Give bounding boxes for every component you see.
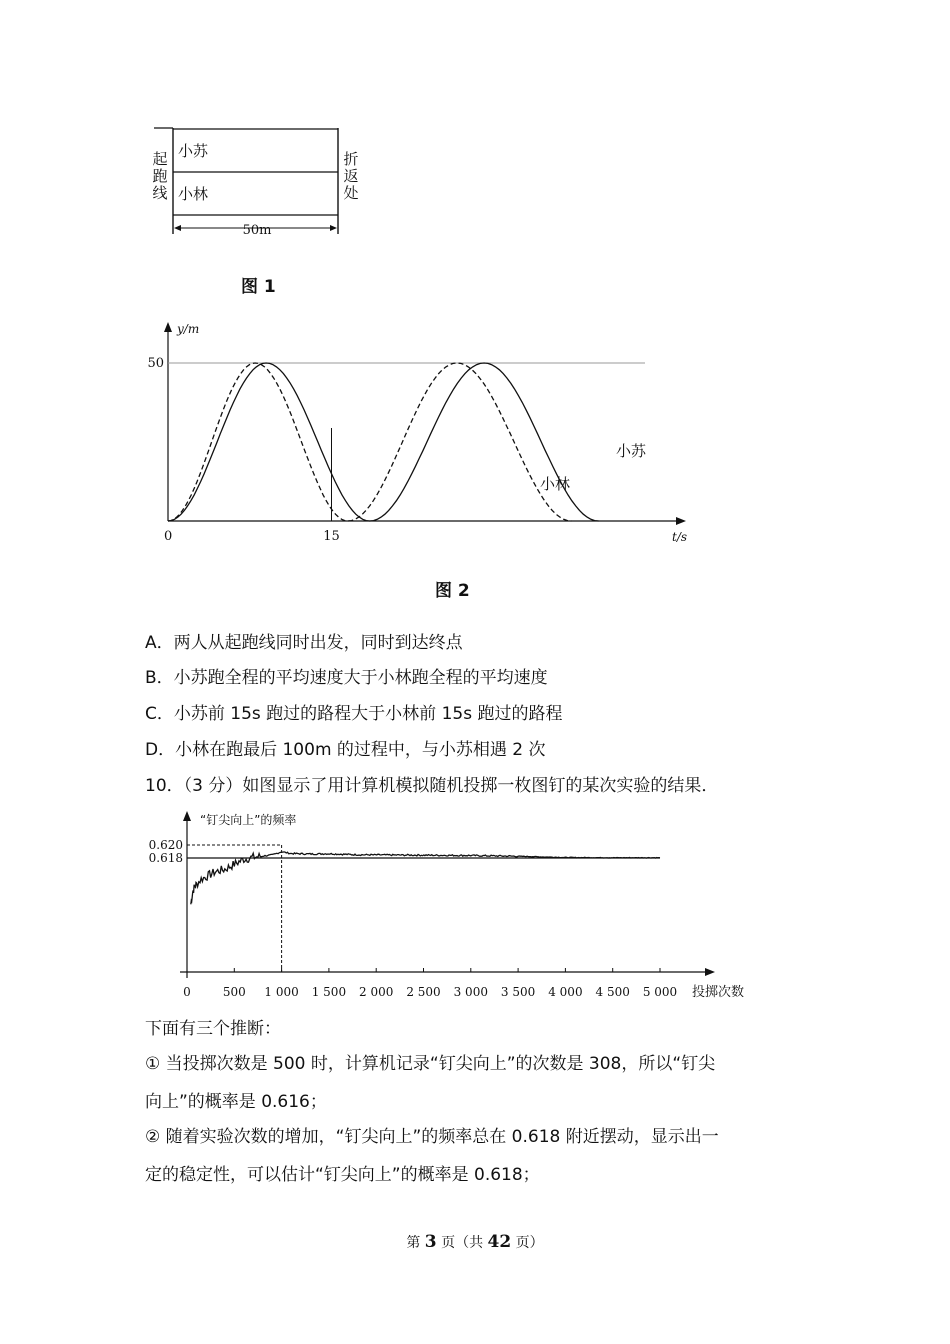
question-10-stem: 10．（3 分）如图显示了用计算机模拟随机投掷一枚图钉的某次实验的结果． <box>145 776 719 796</box>
page-total: 42 <box>487 1232 512 1252</box>
x-tick-label: 4 000 <box>548 985 583 999</box>
page-footer: 第 3 页（共 42 页） <box>406 1232 544 1252</box>
distance-time-chart <box>140 316 700 551</box>
x-tick-label: 1 000 <box>264 985 299 999</box>
lane-label-bottom: 小林 <box>178 185 209 203</box>
series-xiaolin-line <box>168 363 571 521</box>
figure2-caption: 图 2 <box>435 581 470 601</box>
y-tick-label: 0.618 <box>148 851 183 865</box>
x-tick-label: 500 <box>222 985 246 999</box>
option-c: C．小苏前 15s 跑过的路程大于小林前 15s 跑过的路程 <box>145 704 563 724</box>
y-tick-label: 0.620 <box>148 838 183 852</box>
distance-label: 50m <box>242 223 272 238</box>
x-axis-label: 投掷次数 <box>692 985 745 1000</box>
x-tick-label: 3 500 <box>500 985 536 999</box>
frequency-line <box>191 852 660 904</box>
option-a: A．两人从起跑线同时出发，同时到达终点 <box>145 633 463 653</box>
y-axis-label: “钉尖向上”的频率 <box>200 813 297 827</box>
x-tick-label: 1 500 <box>311 985 347 999</box>
page-number: 3 <box>424 1232 437 1252</box>
lane-label-top: 小苏 <box>178 142 209 160</box>
x-tick-label: 0 <box>183 985 191 999</box>
inference-1-line2: 向上”的概率是 0.616； <box>145 1092 327 1112</box>
option-d: D．小林在跑最后 100m 的过程中，与小苏相遇 2 次 <box>145 740 546 760</box>
track-diagram <box>140 120 400 245</box>
x-tick-label: 2 000 <box>359 985 394 999</box>
x-tick-label: 5 000 <box>642 985 678 999</box>
inference-intro: 下面有三个推断： <box>145 1019 281 1039</box>
y-axis-label: y/m <box>177 322 200 336</box>
y-tick-label: 50 <box>147 356 164 371</box>
x-tick-label: 0 <box>164 529 173 544</box>
inference-2-line2: 定的稳定性，可以估计“钉尖向上”的概率是 0.618； <box>145 1165 540 1185</box>
series-label: 小林 <box>540 475 571 493</box>
x-axis-label: t/s <box>672 530 688 544</box>
x-tick-label: 4 500 <box>595 985 630 999</box>
figure1-caption: 图 1 <box>241 277 276 297</box>
x-tick-label: 2 500 <box>406 985 441 999</box>
x-tick-label: 3 000 <box>453 985 488 999</box>
option-b: B．小苏跑全程的平均速度大于小林跑全程的平均速度 <box>145 668 548 688</box>
inference-2-line1: ② 随着实验次数的增加，“钉尖向上”的频率总在 0.618 附近摆动，显示出一 <box>145 1127 719 1147</box>
inference-1-line1: ① 当投掷次数是 500 时，计算机记录“钉尖向上”的次数是 308，所以“钉尖 <box>145 1054 716 1074</box>
frequency-chart <box>140 806 760 1006</box>
series-label: 小苏 <box>616 442 647 460</box>
start-line-label: 起跑线 <box>152 150 168 202</box>
turn-point-label: 折返处 <box>343 150 359 202</box>
x-tick-label: 15 <box>323 529 340 544</box>
